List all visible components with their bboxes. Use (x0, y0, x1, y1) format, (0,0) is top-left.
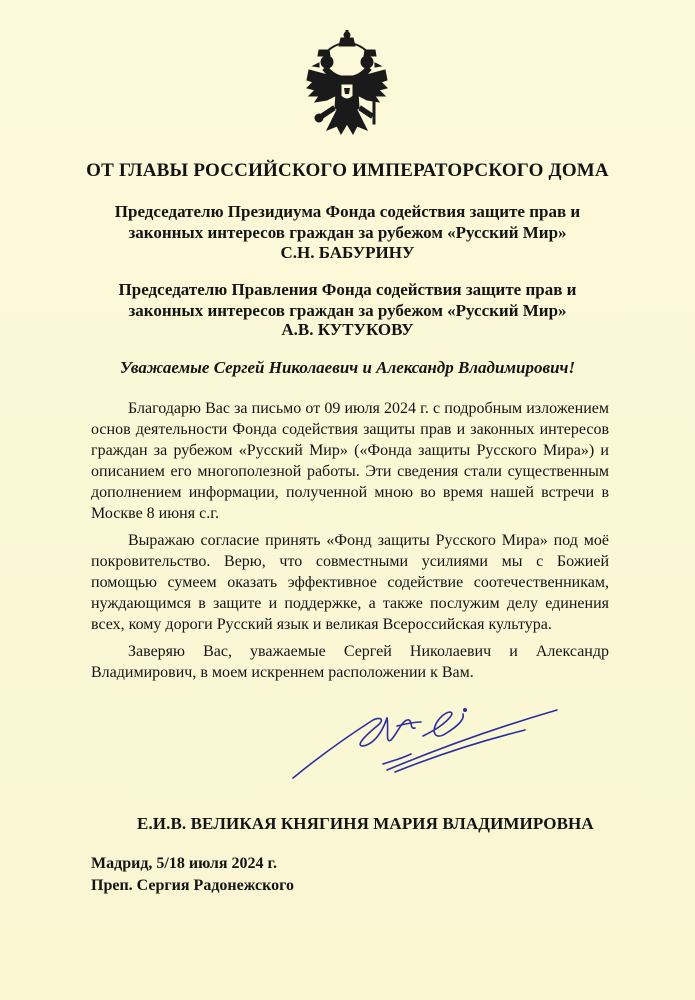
signer-name: Е.И.В. ВЕЛИКАЯ КНЯГИНЯ МАРИЯ ВЛАДИМИРОВНА (137, 814, 594, 833)
addressee-2-name: А.В. КУТУКОВУ (281, 320, 414, 339)
feast-day: Преп. Сергия Радонежского (91, 877, 295, 894)
handwritten-signature (285, 700, 565, 790)
letter-greeting: Уважаемые Сергей Николаевич и Александр Владимирович! (119, 358, 576, 377)
place-date: Мадрид, 5/18 июля 2024 г. (91, 855, 277, 872)
addressee-1-line-2: законных интересов граждан за рубежом «Русский Мир» (128, 223, 567, 242)
addressee-1-name: С.Н. БАБУРИНУ (280, 243, 415, 262)
addressee-2-line-2: законных интересов граждан за рубежом «Русский Мир» (128, 301, 567, 320)
body-paragraph-1: Благодарю Вас за письмо от 09 июля 2024 г. с подробным изложением основ деятельности Фонда содействия защиты прав и законных интересов граждан за рубежом «Русский Мир» («Фонда защиты Русского Мира») и описанием его многополезной работы. Эти сведения стали существенным дополнением информации, полученной мною во время нашей встречи в Москве 8 июня с.г. (91, 400, 609, 522)
letter-header-title: ОТ ГЛАВЫ РОССИЙСКОГО ИМПЕРАТОРСКОГО ДОМА (86, 160, 609, 181)
imperial-eagle-emblem-icon (305, 30, 389, 142)
body-paragraph-2: Выражаю согласие принять «Фонд защиты Русского Мира» под моё покровительство. Верю, что совместными усилиями мы с Божией помощью сумеем оказать эффективное содействие соотечественникам, нуждающимся в защите и поддержке, а также послужим делу единения всех, кому дороги Русский язык и великая Всероссийская культура. (91, 532, 609, 633)
letter-body (91, 398, 609, 683)
addressee-1-line-1: Председателю Президиума Фонда содействия защите прав и (114, 202, 581, 221)
addressee-2-line-1: Председателю Правления Фонда содействия защите прав и (118, 280, 577, 299)
body-paragraph-3: Заверяю Вас, уважаемые Сергей Николаевич и Александр Владимирович, в моем искреннем расположении к Вам. (91, 643, 609, 681)
